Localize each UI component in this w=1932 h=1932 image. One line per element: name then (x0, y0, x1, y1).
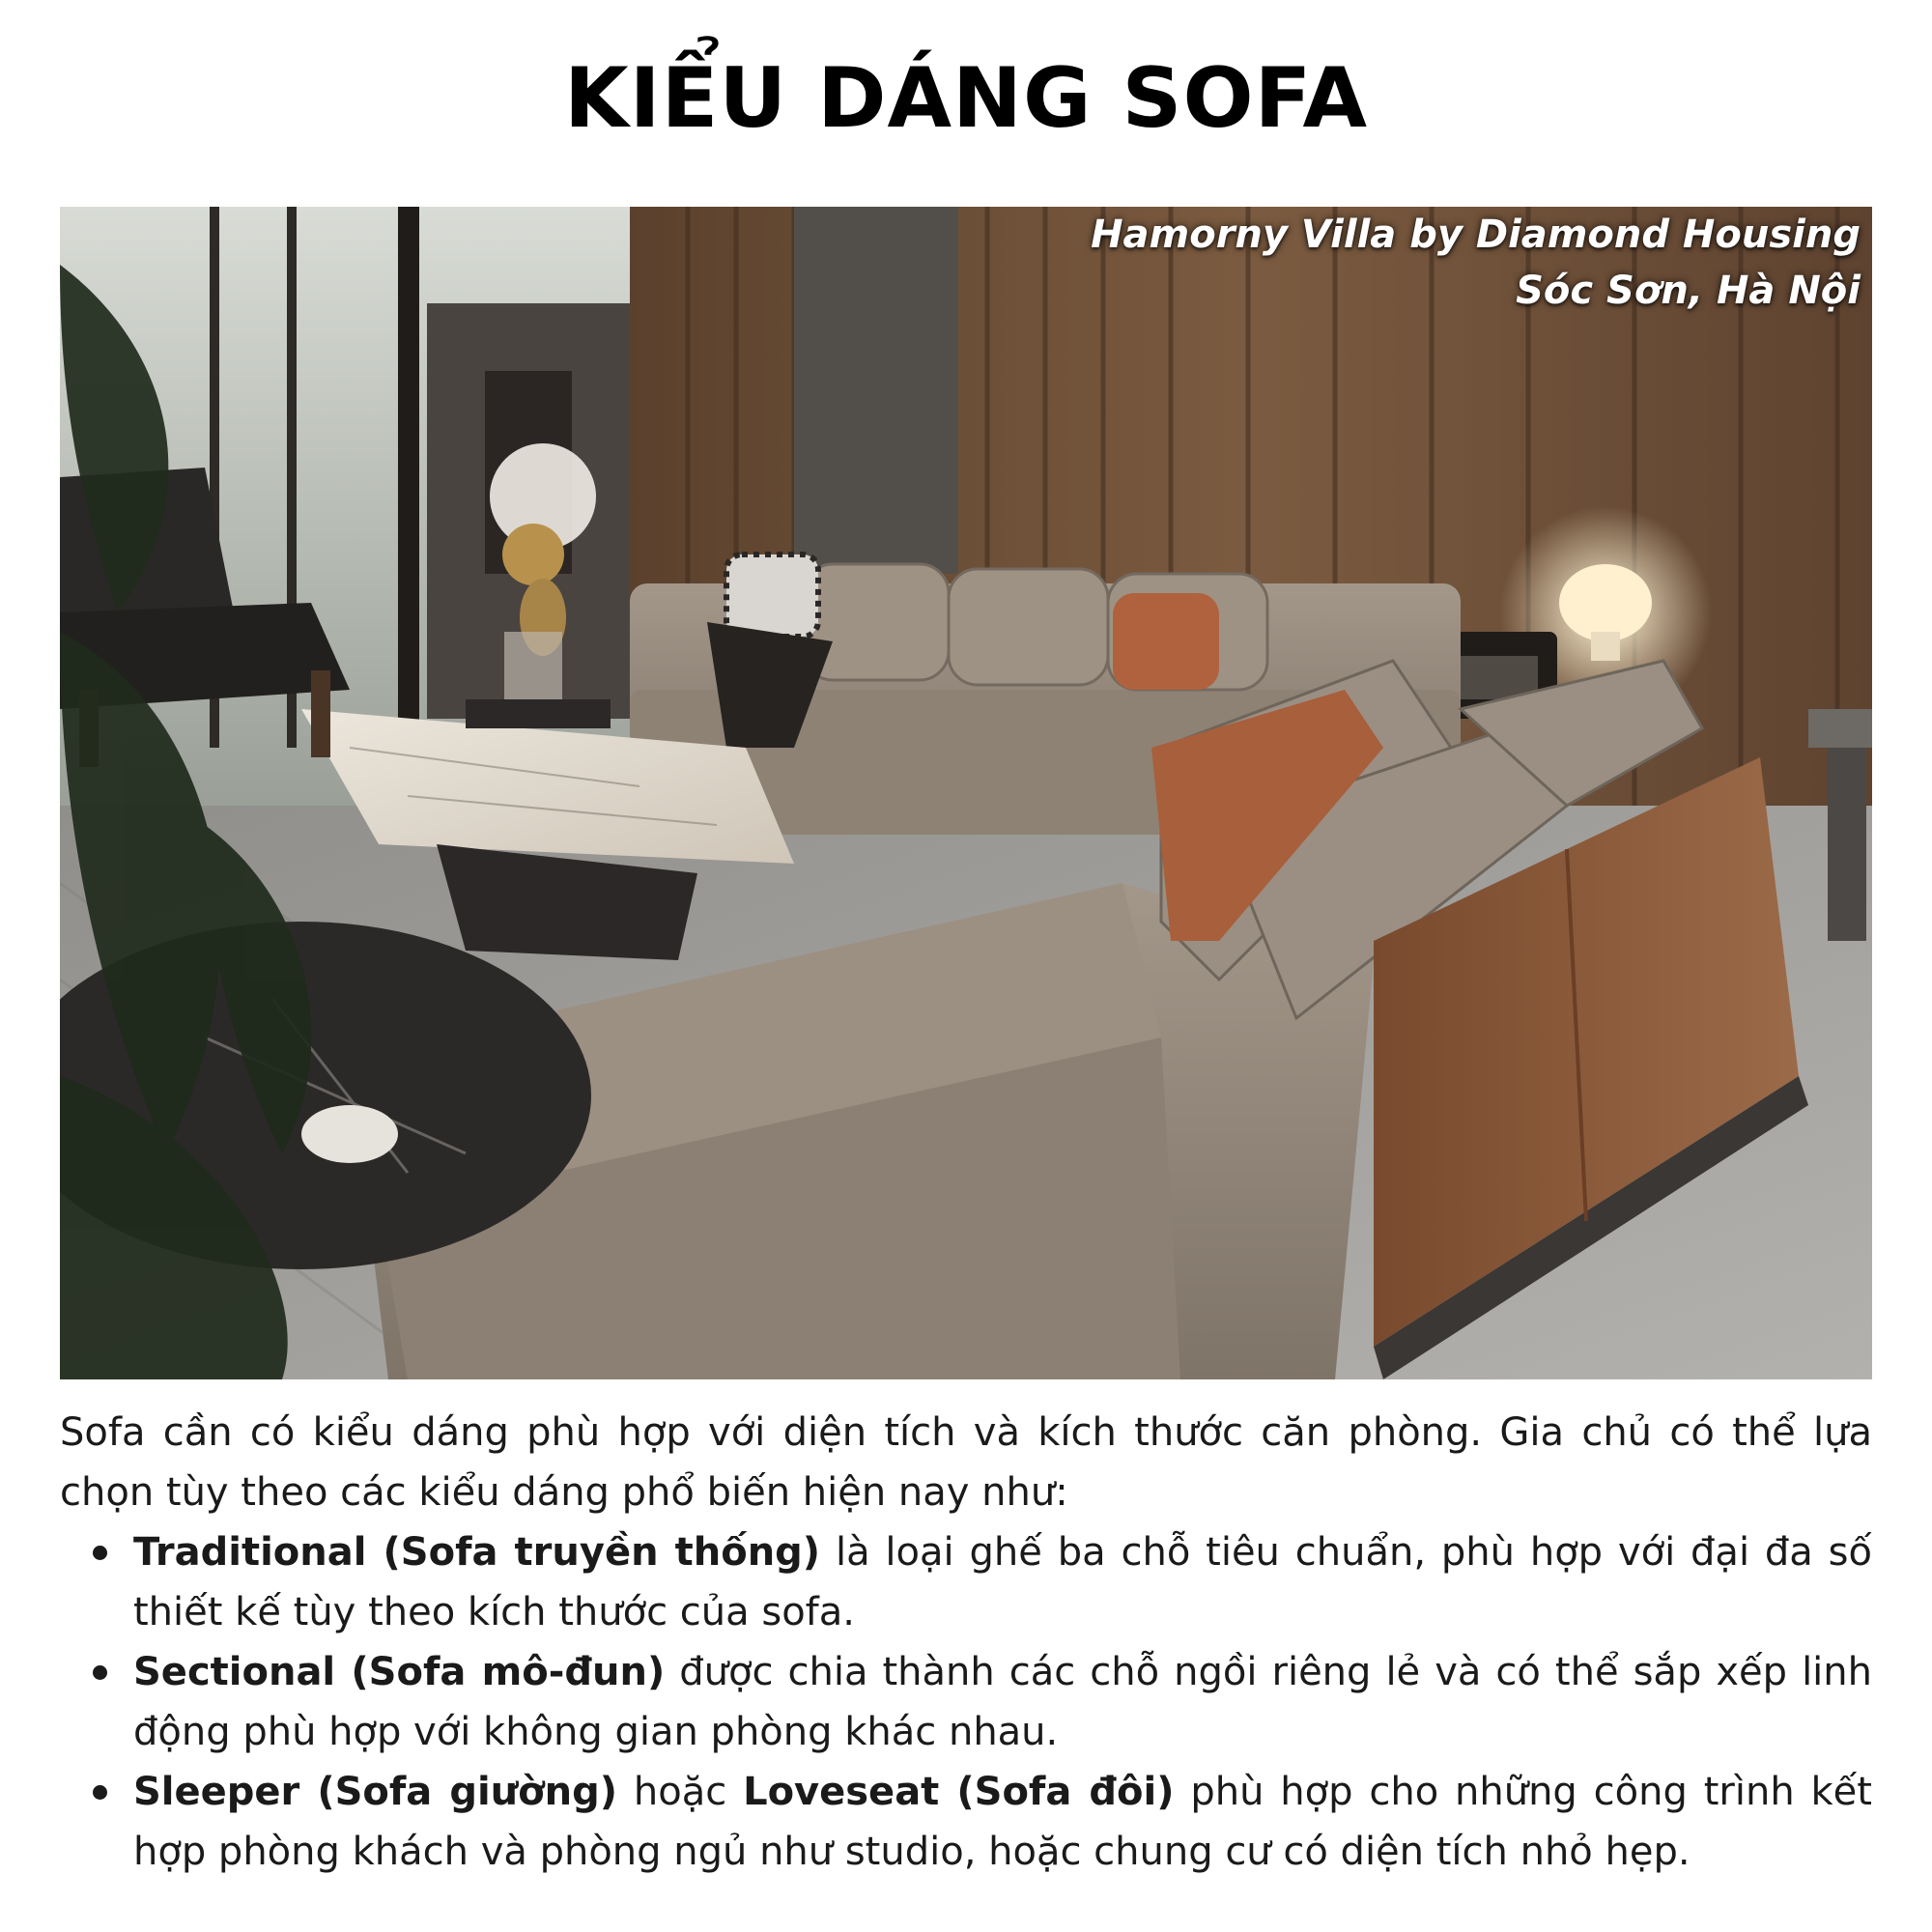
item-connector: hoặc (617, 1770, 744, 1814)
caption-location: Sóc Sơn, Hà Nội (1516, 269, 1861, 313)
item-term: Traditional (Sofa truyền thống) (133, 1530, 821, 1575)
bullet-icon (93, 1785, 107, 1800)
item-term: Sleeper (Sofa giường) (133, 1770, 618, 1814)
page-title: KIỂU DÁNG SOFA (563, 50, 1369, 147)
item-description: là loại ghế ba chỗ tiêu chuẩn, phù hợp với đại đa số thiết kế tùy theo kích thước của sofa. (133, 1530, 1872, 1634)
item-term-secondary: Loveseat (Sofa đôi) (743, 1770, 1175, 1814)
living-room-illustration (60, 207, 1872, 1379)
list-item-traditional (60, 1522, 1872, 1642)
bullet-icon (93, 1665, 107, 1680)
sofa-style-list (60, 1522, 1872, 1882)
living-room-photo (60, 207, 1872, 1379)
article-body (60, 1403, 1872, 1882)
photo-caption (1091, 207, 1861, 319)
item-term: Sectional (Sofa mô-đun) (133, 1650, 666, 1694)
bullet-icon (93, 1546, 107, 1560)
list-item-sleeper-loveseat (60, 1762, 1872, 1882)
item-description: được chia thành các chỗ ngồi riêng lẻ và có thể sắp xếp linh động phù hợp với không gian phòng khác nhau. (133, 1650, 1872, 1754)
caption-project: Hamorny Villa by Diamond Housing (1091, 213, 1861, 257)
item-description: phù hợp cho những công trình kết hợp phòng khách và phòng ngủ như studio, hoặc chung cư có diện tích nhỏ hẹp. (133, 1770, 1872, 1874)
list-item-sectional (60, 1642, 1872, 1762)
intro-paragraph: Sofa cần có kiểu dáng phù hợp với diện tích và kích thước căn phòng. Gia chủ có thể lựa chọn tùy theo các kiểu dáng phổ biến hiện nay như: (60, 1410, 1872, 1515)
